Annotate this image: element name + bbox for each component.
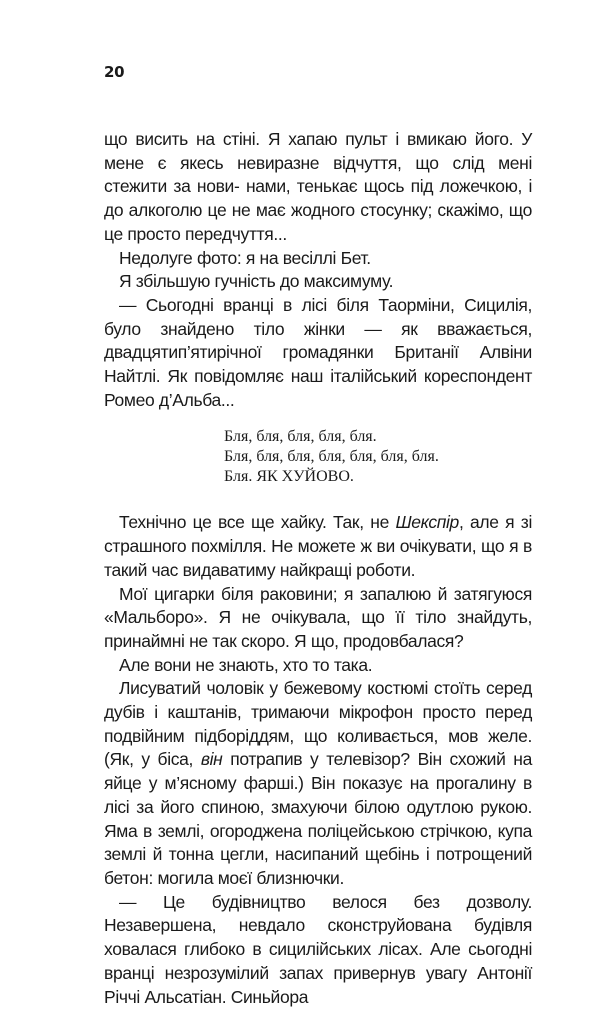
text-run: Технічно це все ще хайку. Так, не — [119, 512, 396, 533]
text-line: — Сьогодні вранці в лісі біля Таорміни, Сицилія, було — [104, 294, 532, 339]
paragraph: Недолуге фото: я на весіллі Бет. — [119, 247, 371, 268]
paragraph: — Це будівництво велося без дозволу. Незавершена, невдало сконструйована будівля ховалася глибоко в сицилійських лісах. Але сьогодні вранці незрозумілий запах привернув увагу Антонії Річчі Альсатіан. Синьйора — [104, 891, 532, 1007]
page-body — [104, 128, 532, 1009]
text-line: що висить на стіні. Я хапаю пульт і вмикаю його. У мене — [104, 129, 532, 173]
text-line: наш італійський кореспондент Ромео д’Альба... — [104, 366, 532, 410]
text-run: Лисуватий чоловік у бежевому костюмі стоїть серед дубів і каштанів, тримаючи мікрофон просто перед подвійним підборіддям, що коливається, мов желе. (Як, у біса, — [104, 678, 532, 770]
text-run: потрапив у телевізор? Він схожий на яйце у м’ясному фарші.) Він показує на прогалину в лісі за його спиною, змахуючи білою одутлою рукою. Яма в землі, огороджена поліцейською стрічкою, купа землі й тонна цегли, насипаний щебінь і потрощений бетон: могила моєї близнючки. — [104, 749, 532, 888]
haiku-line: Бля, бля, бля, бля, бля, бля, бля. — [224, 448, 439, 466]
book-page — [104, 62, 532, 1009]
haiku-line: Бля. ЯК ХУЙОВО. — [224, 468, 354, 486]
paragraph-continued — [104, 128, 532, 247]
spacer — [104, 412, 532, 427]
paragraph: Але вони не знають, хто то така. — [119, 654, 373, 675]
text-line: нами, тенькає щось під ложечкою, і до алкоголю це не має — [104, 176, 532, 221]
emphasis: він — [200, 749, 223, 770]
haiku-block — [224, 427, 532, 487]
paragraph — [104, 511, 532, 582]
page-number: 20 — [104, 63, 125, 81]
paragraph: Мої цигарки біля раковини; я запалюю й затягуюся «Мальборо». Я не очікувала, що її тіло знайдуть, принаймні не так скоро. Я що, продовбалася? — [104, 583, 532, 651]
text-run: , але я зі страшного похмілля. Не можете ж ви очікувати, що я в такий час видаватиму найкращі роботи. — [104, 512, 532, 580]
paragraph — [104, 677, 532, 890]
paragraph-news-quote — [104, 294, 532, 413]
text-line: жодного стосунку; скажімо, що це просто передчуття... — [104, 200, 532, 244]
spacer — [104, 487, 532, 511]
emphasis: Шекспір — [395, 512, 459, 533]
text-line: знайдено тіло жінки — як вважається, двадцятип’ятирічної — [104, 318, 532, 363]
text-line: громадянки Британії Алвіни Найтлі. Як повідомляє — [104, 342, 532, 387]
paragraph: Я збільшую гучність до максимуму. — [119, 271, 394, 292]
haiku-line: Бля, бля, бля, бля, бля. — [224, 428, 377, 446]
text-line: є якесь невиразне відчуття, що слід мені стежити за нови- — [104, 152, 532, 197]
